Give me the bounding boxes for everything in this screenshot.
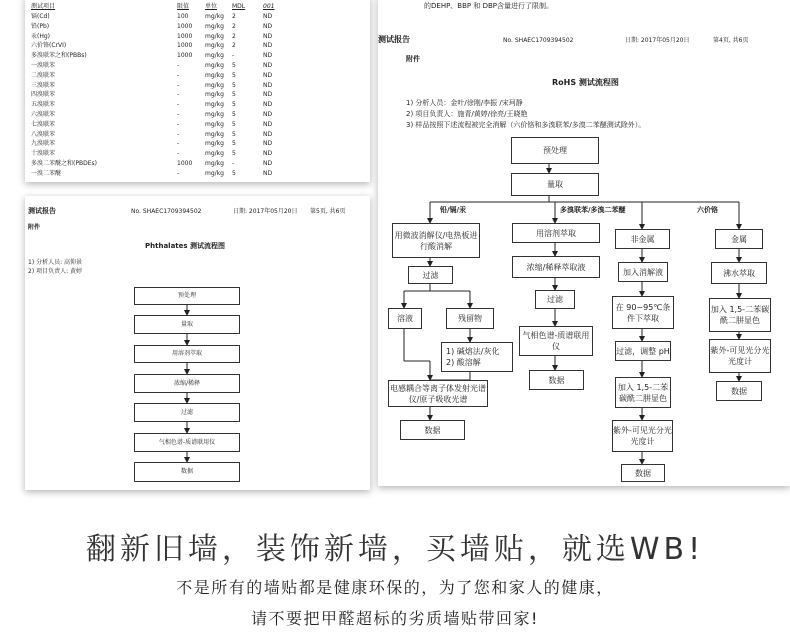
cell-result: ND xyxy=(263,140,273,148)
cell-result: ND xyxy=(263,81,273,89)
cell-unit: mg/kg xyxy=(205,169,224,177)
cell-result: ND xyxy=(263,120,273,128)
table-row xyxy=(25,90,370,100)
cell-unit: mg/kg xyxy=(205,160,224,167)
branch-label-cr: 六价铬 xyxy=(697,206,718,214)
table-row xyxy=(25,169,370,179)
note-analyst: 1) 分析人员：金叶/徐刚/李振 /宋珂静 xyxy=(406,99,523,107)
cell-test-item: 镉(Cd) xyxy=(31,13,50,20)
table-header-row xyxy=(25,2,370,12)
flow-title: Phthalates 测试流程图 xyxy=(145,242,225,250)
flow-box-uvvis-1: 紫外-可见光分光光度计 xyxy=(612,420,673,452)
cell-mdl: 5 xyxy=(232,111,236,118)
flow-title: RoHS 测试流程图 xyxy=(552,78,619,87)
flow-box-nonmetal: 非金属 xyxy=(615,229,670,249)
table-row xyxy=(25,32,370,42)
cell-mdl: 5 xyxy=(232,150,236,158)
cell-unit: mg/kg xyxy=(205,42,224,50)
health-note-line-2: 请不要把甲醛超标的劣质墙贴带回家! xyxy=(251,609,539,628)
cell-mdl: 5 xyxy=(232,91,236,99)
phth-step-gcms: 气相色谱-质谱联用仪 xyxy=(134,433,240,452)
cell-mdl: 5 xyxy=(232,140,236,148)
cell-test-item: 五溴联苯 xyxy=(31,101,56,109)
cell-mdl: - xyxy=(232,160,235,167)
cell-mdl: 5 xyxy=(232,169,236,177)
flow-box-boil: 沸水萃取 xyxy=(711,262,767,284)
header-mdl: MDL xyxy=(232,3,246,10)
header-limit: 限值 xyxy=(177,3,190,10)
flow-box-add-digest: 加入消解液 xyxy=(618,262,668,282)
flow-box-metal: 金属 xyxy=(715,229,763,249)
table-row xyxy=(25,110,370,120)
cell-test-item: 多溴二苯醚之和(PBDEs) xyxy=(31,160,97,167)
cell-test-item: 铅(Pb) xyxy=(31,22,50,30)
cell-mdl: 5 xyxy=(232,120,236,128)
top-text: 的DEHP、BBP 和 DBP含量进行了限制。 xyxy=(424,2,553,10)
table-row xyxy=(25,149,370,159)
health-note-line-1: 不是所有的墙贴都是健康环保的，为了您和家人的健康， xyxy=(176,578,614,597)
cell-unit: mg/kg xyxy=(205,81,224,89)
table-row xyxy=(25,139,370,149)
cell-unit: mg/kg xyxy=(205,140,224,148)
cell-unit: mg/kg xyxy=(205,111,224,118)
cell-test-item: 四溴联苯 xyxy=(31,91,56,99)
flow-box-sampling: 量取 xyxy=(511,173,599,196)
table-row xyxy=(25,159,370,169)
phth-step-concentrate: 浓缩/稀释 xyxy=(134,374,240,393)
flow-box-solvent-extract: 用溶剂萃取 xyxy=(512,223,600,243)
cell-limit: 1000 xyxy=(177,52,193,60)
flow-box-filter-1: 过滤 xyxy=(408,266,453,284)
cell-unit: mg/kg xyxy=(205,91,224,99)
report-page-number: 第4页, 共6页 xyxy=(713,37,749,44)
report-page-table xyxy=(25,0,370,182)
cell-limit: - xyxy=(177,91,180,99)
phth-step-extract: 用溶剂萃取 xyxy=(134,345,240,363)
attachment-label: 附件 xyxy=(406,55,420,63)
cell-mdl: - xyxy=(232,52,235,60)
cell-mdl: 5 xyxy=(232,62,236,69)
report-title: 测试报告 xyxy=(28,207,56,215)
cell-test-item: 六溴联苯 xyxy=(31,111,56,118)
cell-limit: 1000 xyxy=(177,22,193,30)
table-row xyxy=(25,81,370,91)
flow-box-extract-9095: 在 90~95℃条件下萃取 xyxy=(612,296,674,329)
report-page-phthalates xyxy=(25,196,370,490)
cell-limit: - xyxy=(177,81,180,89)
flow-box-pretreat: 预处理 xyxy=(511,137,599,164)
note-project-lead: 2) 项目负责人: 黄婷 xyxy=(28,268,82,275)
cell-limit: 100 xyxy=(177,13,189,20)
cell-limit: - xyxy=(177,62,180,69)
note-analyst: 1) 分析人员: 高仰景 xyxy=(28,259,82,266)
cell-mdl: 5 xyxy=(232,101,236,109)
cell-unit: mg/kg xyxy=(205,32,224,40)
flow-box-concentrate: 浓缩/稀释萃取液 xyxy=(512,256,600,278)
flow-box-data-1: 数据 xyxy=(400,420,465,440)
table-row xyxy=(25,61,370,71)
table-row xyxy=(25,51,370,61)
table-row xyxy=(25,130,370,140)
header-test-item: 测试项目 xyxy=(31,3,56,10)
cell-unit: mg/kg xyxy=(205,22,224,30)
flow-box-residue-treat: 1) 碱熔法/灰化 2) 酸溶解 xyxy=(441,342,513,372)
report-title: 测试报告 xyxy=(378,35,410,44)
cell-limit: - xyxy=(177,71,180,79)
cell-test-item: 二溴联苯 xyxy=(31,71,56,79)
table-row xyxy=(25,22,370,32)
cell-test-item: 一溴二苯醚 xyxy=(31,169,62,177)
cell-mdl: 2 xyxy=(232,32,236,40)
cell-unit: mg/kg xyxy=(205,150,224,158)
cell-unit: mg/kg xyxy=(205,101,224,109)
cell-result: ND xyxy=(263,160,273,167)
cell-test-item: 三溴联苯 xyxy=(31,81,56,89)
report-date: 日期: 2017年05月20日 xyxy=(233,208,298,215)
flow-box-uvvis-2: 紫外-可见光分光光度计 xyxy=(709,339,771,373)
cell-result: ND xyxy=(263,150,273,158)
phth-step-sampling: 量取 xyxy=(134,315,240,334)
table-row xyxy=(25,41,370,51)
flow-box-data-3: 数据 xyxy=(621,464,665,482)
slogan-headline: 翻新旧墙，装饰新墙，买墙贴，就选WB! xyxy=(85,532,705,567)
cell-mdl: 2 xyxy=(232,42,236,50)
cell-limit: - xyxy=(177,140,180,148)
cell-result: ND xyxy=(263,111,273,118)
table-row xyxy=(25,71,370,81)
flow-box-acid-digest: 用微波消解仪/电热板进行酸消解 xyxy=(392,223,480,258)
report-page-rohs xyxy=(378,0,790,486)
flow-box-icp: 电感耦合等离子体发射光谱仪/原子吸收光谱 xyxy=(388,380,488,407)
cell-result: ND xyxy=(263,62,273,69)
cell-unit: mg/kg xyxy=(205,71,224,79)
cell-result: ND xyxy=(263,22,273,30)
report-date: 日期: 2017年05月20日 xyxy=(625,37,690,44)
flow-box-add-dpc-2: 加入 1,5-二苯碳酰二肼显色 xyxy=(709,298,771,332)
cell-unit: mg/kg xyxy=(205,130,224,138)
table-row xyxy=(25,100,370,110)
cell-result: ND xyxy=(263,91,273,99)
cell-limit: - xyxy=(177,169,180,177)
cell-limit: - xyxy=(177,111,180,118)
cell-test-item: 六价铬(CrVI) xyxy=(31,42,67,50)
cell-limit: - xyxy=(177,120,180,128)
cell-result: ND xyxy=(263,52,273,60)
cell-test-item: 一溴联苯 xyxy=(31,62,56,69)
phth-step-data: 数据 xyxy=(134,462,240,482)
header-sample: 001 xyxy=(263,3,275,10)
cell-result: ND xyxy=(263,101,273,109)
cell-limit: 1000 xyxy=(177,160,193,167)
flow-box-residue: 残留物 xyxy=(446,308,494,329)
note-project-lead: 2) 项目负责人：施青/黄婷/徐亮/王晓艳 xyxy=(406,110,528,118)
cell-mdl: 2 xyxy=(232,22,236,30)
flow-box-gcms: 气相色谱-质谱联用仪 xyxy=(519,326,593,356)
cell-mdl: 5 xyxy=(232,71,236,79)
flow-box-add-dpc-1: 加入 1,5-二苯碳酰二肼显色 xyxy=(615,377,671,408)
cell-mdl: 5 xyxy=(232,130,236,138)
cell-test-item: 十溴联苯 xyxy=(31,150,56,158)
cell-unit: mg/kg xyxy=(205,120,224,128)
header-unit: 单位 xyxy=(205,3,218,10)
cell-limit: 1000 xyxy=(177,42,193,50)
cell-result: ND xyxy=(263,13,273,20)
cell-result: ND xyxy=(263,32,273,40)
flow-box-filter-ph: 过滤，调整 pH xyxy=(615,341,671,361)
flow-box-filter-2: 过滤 xyxy=(535,290,575,309)
cell-test-item: 多溴联苯之和(PBBs) xyxy=(31,52,87,60)
cell-limit: - xyxy=(177,130,180,138)
cell-limit: - xyxy=(177,101,180,109)
cell-result: ND xyxy=(263,169,273,177)
cell-unit: mg/kg xyxy=(205,13,224,20)
cell-test-item: 八溴联苯 xyxy=(31,130,56,138)
branch-label-pbb: 多溴联苯/多溴二苯醚 xyxy=(560,206,626,214)
flow-box-data-4: 数据 xyxy=(716,381,762,401)
cell-unit: mg/kg xyxy=(205,62,224,69)
note-procedure: 3) 样品按照下述流程被完全消解（六价铬和多溴联苯/多溴二苯醚测试除外）。 xyxy=(406,121,646,129)
cell-test-item: 九溴联苯 xyxy=(31,140,56,148)
cell-limit: 1000 xyxy=(177,32,193,40)
cell-limit: - xyxy=(177,150,180,158)
cell-unit: mg/kg xyxy=(205,52,224,60)
cell-result: ND xyxy=(263,130,273,138)
attachment-label: 附件 xyxy=(28,224,41,231)
cell-test-item: 汞(Hg) xyxy=(31,32,51,40)
report-page-number: 第5页, 共6页 xyxy=(310,208,346,215)
flow-box-data-2: 数据 xyxy=(529,370,584,390)
table-row xyxy=(25,12,370,22)
report-number: No. SHAEC1709394502 xyxy=(503,37,574,44)
cell-mdl: 5 xyxy=(232,81,236,89)
table-row xyxy=(25,120,370,130)
cell-test-item: 七溴联苯 xyxy=(31,120,56,128)
flow-box-solution: 溶液 xyxy=(388,308,422,329)
branch-label-lead: 铅/镉/汞 xyxy=(440,206,467,214)
cell-result: ND xyxy=(263,42,273,50)
cell-result: ND xyxy=(263,71,273,79)
report-number: No. SHAEC1709394502 xyxy=(131,208,202,215)
cell-mdl: 2 xyxy=(232,13,236,20)
phth-step-filter: 过滤 xyxy=(134,403,240,422)
phth-step-pretreat: 预处理 xyxy=(134,287,240,305)
